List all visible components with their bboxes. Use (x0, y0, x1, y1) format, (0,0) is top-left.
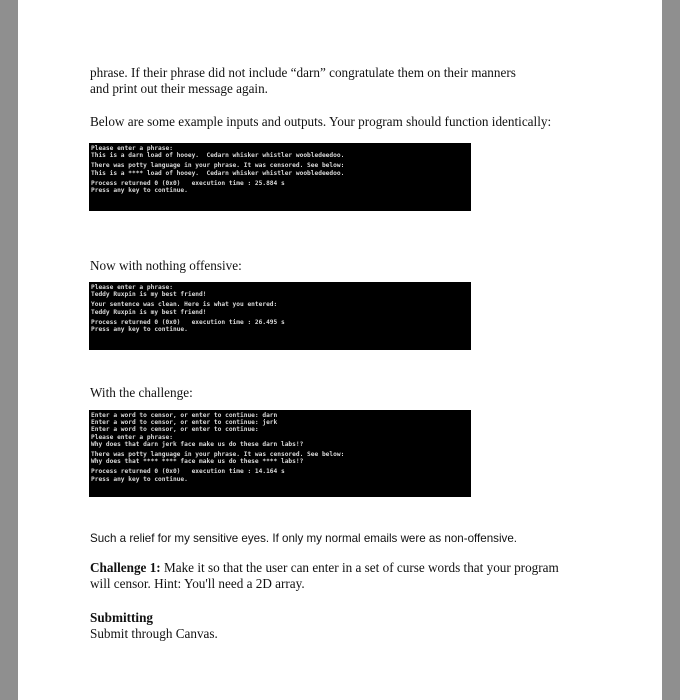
challenge-1-label: Challenge 1: (90, 560, 161, 575)
console-line: Press any key to continue. (91, 475, 188, 483)
console-line: Press any key to continue. (91, 187, 188, 195)
console-output-3 (89, 410, 471, 497)
console-line: Please enter a phrase: (91, 145, 173, 152)
console-line: There was potty language in your phrase. It was censored. See below: (91, 162, 345, 170)
challenge-1-line-1 (90, 560, 590, 576)
intro-line-2: and print out their message again. (90, 81, 268, 96)
console-line: This is a **** load of hooey. Cedarn whisker whistler woobledeedoo. (91, 169, 345, 177)
console-line: Why does that **** **** face make us do these **** labs!? (91, 458, 304, 466)
console-line: Please enter a phrase: (91, 433, 173, 441)
console-line: There was potty language in your phrase. It was censored. See below: (91, 451, 345, 459)
console-line: Teddy Ruxpin is my best friend! (91, 308, 207, 316)
challenge-1-paragraph (90, 560, 590, 592)
console-line: Enter a word to censor, or enter to continue: (91, 426, 259, 434)
challenge-1-line-2: will censor. Hint: You'll need a 2D array. (90, 576, 305, 591)
console-line: This is a darn load of hooey. Cedarn whisker whistler woobledeedoo. (91, 152, 345, 160)
console-line: Teddy Ruxpin is my best friend! (91, 291, 207, 299)
console-line: Why does that darn jerk face make us do these darn labs!? (91, 440, 304, 448)
console-line: Enter a word to censor, or enter to continue: jerk (91, 419, 278, 427)
console-line: Press any key to continue. (91, 326, 188, 334)
console-line: Process returned 0 (0x0) execution time : 14.164 s (91, 468, 285, 476)
console-line: Enter a word to censor, or enter to continue: darn (91, 412, 278, 419)
submitting-section (90, 610, 590, 642)
nothing-offensive-heading: Now with nothing offensive: (90, 258, 242, 273)
console-output-1 (89, 143, 471, 211)
console-line: Process returned 0 (0x0) execution time : 25.884 s (91, 179, 285, 187)
relief-text: Such a relief for my sensitive eyes. If only my normal emails were as non-offensive. (90, 532, 517, 545)
console-line: Please enter a phrase: (91, 284, 173, 291)
intro-paragraph (90, 65, 590, 97)
console-line: Process returned 0 (0x0) execution time : 26.495 s (91, 318, 285, 326)
intro-line-1: phrase. If their phrase did not include “darn” congratulate them on their manners (90, 65, 516, 80)
console-line: Your sentence was clean. Here is what you entered: (91, 301, 278, 309)
challenge-1-text-1: Make it so that the user can enter in a set of curse words that your program (160, 560, 559, 575)
console-output-2 (89, 282, 471, 350)
submitting-text: Submit through Canvas. (90, 626, 218, 641)
challenge-heading: With the challenge: (90, 385, 193, 400)
document-page (18, 0, 662, 700)
examples-heading: Below are some example inputs and outputs. Your program should function identically: (90, 114, 552, 129)
submitting-heading: Submitting (90, 610, 154, 625)
